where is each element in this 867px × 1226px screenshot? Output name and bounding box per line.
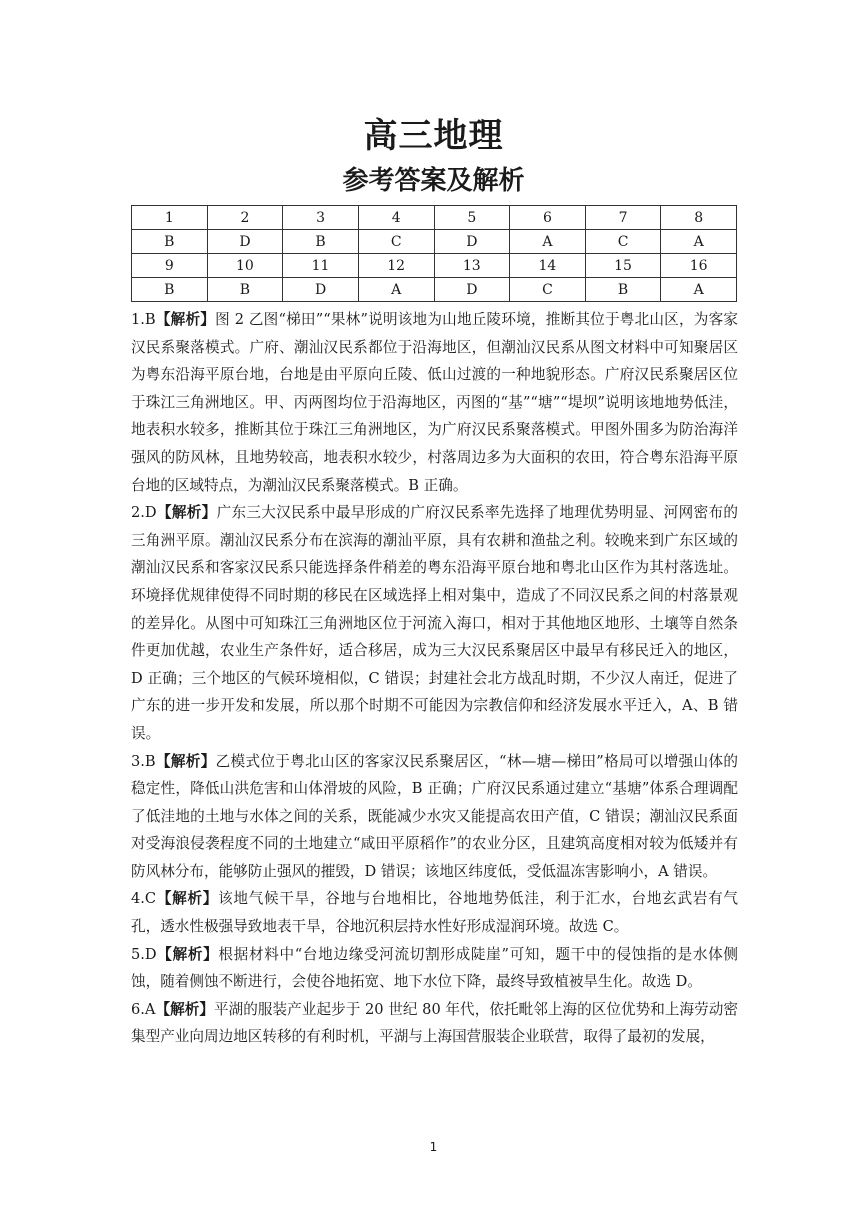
page-title: 高三地理 (363, 116, 504, 156)
explanation-text: 根据材料中“台地边缘受河流切割形成陡崖”可知，题干中的侵蚀指的是水体侧蚀，随着侧蚀不断进行，会使谷地拓宽、地下水位下降，最终导致植被旱生化。故选 D。 (131, 945, 738, 991)
question-number-cell: 9 (132, 254, 208, 278)
question-number-cell: 8 (661, 206, 737, 230)
question-answer: 3.B (131, 752, 156, 770)
question-number-cell: 7 (585, 206, 661, 230)
answer-cell: B (283, 230, 359, 254)
answer-table-row (132, 278, 737, 302)
answer-cell: D (434, 230, 510, 254)
question-answer: 6.A (131, 1000, 156, 1018)
question-answer: 1.B (131, 311, 156, 328)
page-subtitle: 参考答案及解析 (342, 166, 525, 196)
answer-table-row (132, 230, 737, 254)
answer-table (131, 205, 737, 302)
explanation-section (131, 306, 738, 1051)
question-number-cell: 6 (510, 206, 586, 230)
question-number-cell: 12 (358, 254, 434, 278)
explanation-text: 乙模式位于粤北山区的客家汉民系聚居区，“林—塘—梯田”格局可以增强山体的稳定性，降低山洪危害和山体滑坡的风险，B 正确；广府汉民系通过建立“基塘”体系合理调配了低洼地的土地与水体之间的关系，既能减少水灾又能提高农田产值，C 错误；潮汕汉民系面对受海浪侵袭程度不同的土地建立“咸田平原稻作”的农业分区，且建筑高度相对较为低矮并有防风林分布，能够防止强风的摧毁，D 错误；该地区纬度低，受低温冻害影响小，A 错误。 (131, 752, 738, 880)
explanation-item (131, 499, 738, 747)
explanation-text: 平湖的服装产业起步于 20 世纪 80 年代，依托毗邻上海的区位优势和上海劳动密集型产业向周边地区转移的有利时机，平湖与上海国营服装企业联营，取得了最初的发展， (131, 1000, 738, 1046)
answer-table-row (132, 206, 737, 230)
explanation-item (131, 885, 738, 940)
analysis-tag: 【解析】 (156, 945, 219, 963)
explanation-text: 该地气候干旱，谷地与台地相比，谷地地势低洼，利于汇水，台地玄武岩有气孔，透水性极强导致地表干旱，谷地沉积层持水性好形成湿润环境。故选 C。 (131, 890, 738, 936)
answer-cell: B (132, 230, 208, 254)
analysis-tag: 【解析】 (156, 890, 219, 908)
question-number-cell: 4 (358, 206, 434, 230)
explanation-item (131, 941, 738, 996)
analysis-tag: 【解析】 (155, 311, 216, 328)
answer-cell: B (207, 278, 283, 302)
question-number-cell: 14 (510, 254, 586, 278)
answer-cell: B (585, 278, 661, 302)
answer-cell: D (207, 230, 283, 254)
explanation-item (131, 996, 738, 1051)
explanation-text: 图 2 乙图“梯田”“果林”说明该地为山地丘陵环境，推断其位于粤北山区，为客家汉民系聚落模式。广府、潮汕汉民系都位于沿海地区，但潮汕汉民系从图文材料中可知聚居区为粤东沿海平原台地，台地是由平原向丘陵、低山过渡的一种地貌形态。广府汉民系聚居区位于珠江三角洲地区。甲、丙两图均位于沿海地区，丙图的“基”“塘”“堤坝”说明该地地势低洼，地表积水较多，推断其位于珠江三角洲地区，为广府汉民系聚落模式。甲图外围多为防治海洋强风的防风林，且地势较高，地表积水较少，村落周边多为大面积的农田，符合粤东沿海平原台地的区域特点，为潮汕汉民系聚落模式。B 正确。 (131, 311, 738, 494)
page-number: 1 (429, 1140, 438, 1154)
answer-cell: A (661, 278, 737, 302)
answer-cell: D (283, 278, 359, 302)
answer-cell: A (661, 230, 737, 254)
answer-cell: C (510, 278, 586, 302)
answer-cell: A (510, 230, 586, 254)
question-number-cell: 2 (207, 206, 283, 230)
question-number-cell: 3 (283, 206, 359, 230)
explanation-text: 广东三大汉民系中最早形成的广府汉民系率先选择了地理优势明显、河网密布的三角洲平原。潮汕汉民系分布在滨海的潮汕平原，具有农耕和渔盐之利。较晚来到广东区域的潮汕汉民系和客家汉民系只能选择条件稍差的粤东沿海平原台地和粤北山区作为其村落选址。环境择优规律使得不同时期的移民在区域选择上相对集中，造成了不同汉民系之间的村落景观的差异化。从图中可知珠江三角洲地区位于河流入海口，相对于其他地区地形、土壤等自然条件更加优越，农业生产条件好，适合移居，成为三大汉民系聚居区中最早有移民迁入的地区，D 正确；三个地区的气候环境相似，C 错误；封建社会北方战乱时期，不少汉人南迁，促进了广东的进一步开发和发展，所以那个时期不可能因为宗教信仰和经济发展水平迁入，A、B 错误。 (131, 504, 738, 742)
explanation-item (131, 306, 738, 499)
question-answer: 4.C (131, 890, 157, 908)
answer-cell: C (585, 230, 661, 254)
question-number-cell: 13 (434, 254, 510, 278)
answer-cell: B (132, 278, 208, 302)
question-answer: 2.D (131, 504, 157, 522)
answer-cell: D (434, 278, 510, 302)
analysis-tag: 【解析】 (155, 752, 216, 770)
question-number-cell: 1 (132, 206, 208, 230)
question-number-cell: 15 (585, 254, 661, 278)
analysis-tag: 【解析】 (155, 1000, 215, 1018)
question-number-cell: 5 (434, 206, 510, 230)
analysis-tag: 【解析】 (156, 504, 217, 522)
answer-cell: A (358, 278, 434, 302)
explanation-item (131, 748, 738, 886)
question-number-cell: 11 (283, 254, 359, 278)
answer-cell: C (358, 230, 434, 254)
answer-table-row (132, 254, 737, 278)
question-answer: 5.D (131, 945, 157, 963)
question-number-cell: 16 (661, 254, 737, 278)
question-number-cell: 10 (207, 254, 283, 278)
